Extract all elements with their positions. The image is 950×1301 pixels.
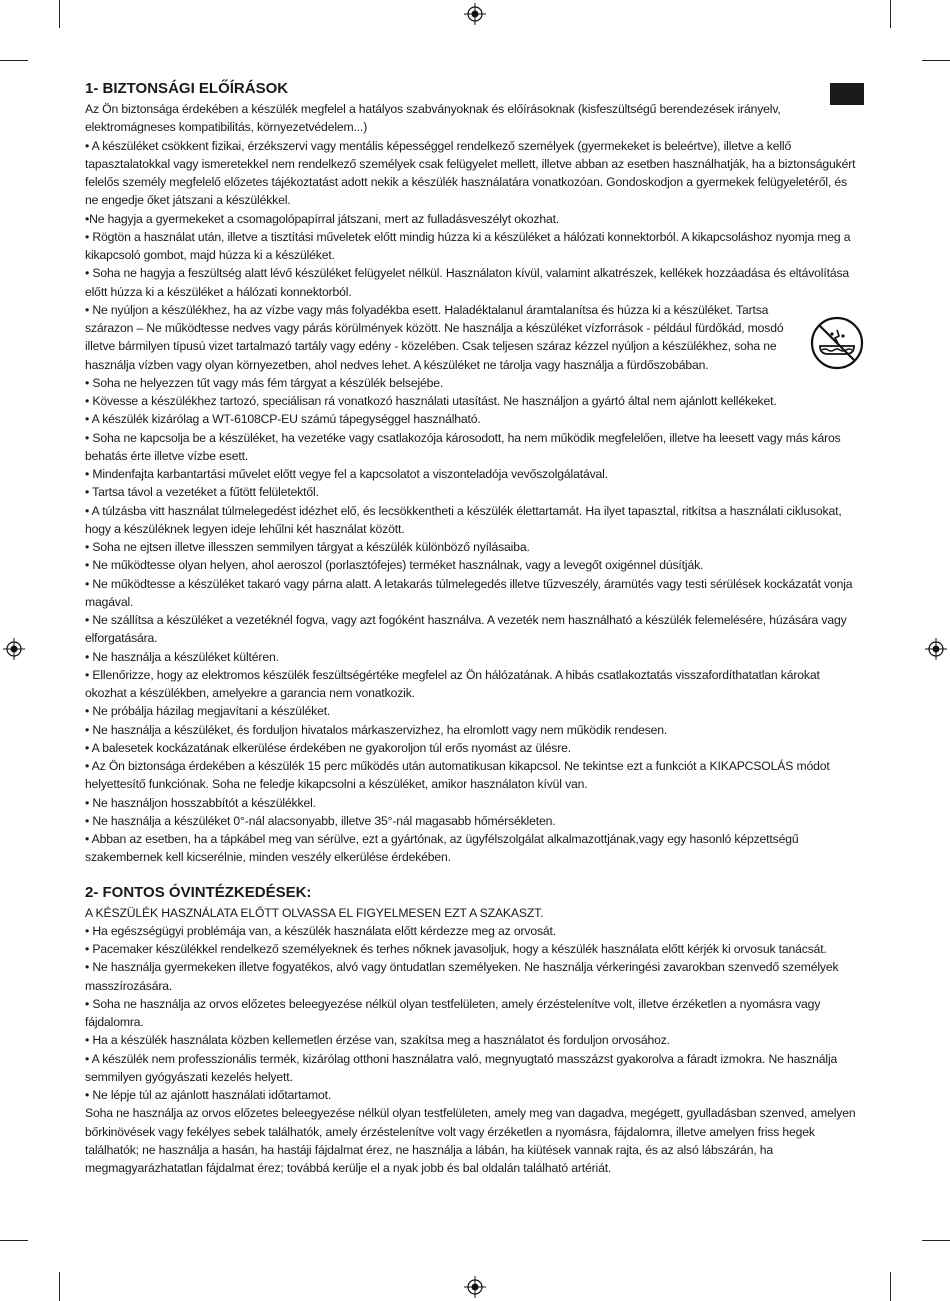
paragraph: • Abban az esetben, ha a tápkábel meg van sérülve, ezt a gyártónak, az ügyfélszolgálat alkalmazottjának,vagy egy hasonló képzettségű szakembernek kell kicserélnie, minden veszély elkerülése érdekében. bbox=[85, 832, 799, 865]
paragraph: • Soha ne kapcsolja be a készüléket, ha vezetéke vagy csatlakozója károsodott, ha nem működik megfelelően, illetve ha leesett vagy más káros behatás érte illetve vízbe esett. bbox=[85, 430, 841, 463]
paragraph: • A túlzásba vitt használat túlmelegedést idézhet elő, és lecsökkentheti a készülék élettartamát. Ha ilyet tapasztal, ritkítsa a használati ciklusokat, hogy a készüléknek legyen ideje lehűlni két használat között. bbox=[85, 503, 842, 536]
paragraph: • Ne használja gyermekeken illetve fogyatékos, alvó vagy öntudatlan személyeken. Ne használja vérkeringési zavarokban szenvedő személyek masszírozására. bbox=[85, 960, 839, 993]
paragraph: • Soha ne helyezzen tűt vagy más fém tárgyat a készülék belsejébe. bbox=[85, 375, 444, 390]
paragraph: • Soha ne ejtsen illetve illesszen semmilyen tárgyat a készülék különböző nyílásaiba. bbox=[85, 540, 530, 554]
registration-mark-icon bbox=[3, 638, 25, 660]
paragraph: • A készülék nem professzionális termék, kizárólag otthoni használatra való, megnyugtató masszázst gyakorolva a fáradt izmokra. Ne használja semmilyen gyógyászati kezelés helyett. bbox=[85, 1051, 838, 1084]
paragraph: • Ne próbálja házilag megjavítani a készüléket. bbox=[85, 704, 331, 719]
crop-mark bbox=[922, 1240, 950, 1241]
paragraph: • Rögtön a használat után, illetve a tisztítási műveletek előtt mindig húzza ki a készüléket a hálózati konnektorból. A kikapcsoláshoz nyomja meg a kikapcsoló gombot, majd húzza ki a készüléket. bbox=[85, 229, 851, 262]
paragraph: • Ne használja a készüléket 0°-nál alacsonyabb, illetve 35°-nál magasabb hőmérsékleten. bbox=[85, 813, 556, 828]
crop-mark bbox=[922, 60, 950, 61]
paragraph: • Pacemaker készülékkel rendelkező személyeknek és terhes nőknek javasoljuk, hogy a készülék használata előtt kérjék ki orvosuk tanácsát. bbox=[85, 942, 827, 956]
paragraph: • Kövesse a készülékhez tartozó, speciálisan rá vonatkozó használati utasítást. Ne használjon a gyártó által nem ajánlott kellékeket. bbox=[85, 394, 777, 408]
paragraph: Soha ne használja az orvos előzetes beleegyezése nélkül olyan testfelületen, amely meg van dagadva, megégett, gyulladásban szenved, amelyen bőrkinövések vagy fekélyes sebek találhatók, amely érzéstelenítve volt vagy érzéketlen a nyomásra, fájdalomra, illetve amelyen friss hegek találhatók; ne használja a hasán, ha hastáji fájdalmat érez, ne használja a lábán, ha kiütések vannak rajta, és az alsó lábszárán, ha megmagyarázhatatlan fájdalmat érez; továbbá kerülje el a nyak jobb és bal oldalán található artériát. bbox=[85, 1106, 856, 1175]
paragraph: • Mindenfajta karbantartási művelet előtt vegye fel a kapcsolatot a viszonteladója vevőszolgálatával. bbox=[85, 467, 608, 481]
crop-mark bbox=[0, 1240, 28, 1241]
crop-mark bbox=[59, 0, 60, 28]
paragraph: • Az Ön biztonsága érdekében a készülék 15 perc működés után automatikusan kikapcsol. Ne tekintse ezt a funkciót a KIKAPCSOLÁS módot helyettesítő funkciónak. Soha ne feledje kikapcsolni a készüléket, amikor használaton kívül van. bbox=[85, 759, 830, 792]
registration-mark-icon bbox=[464, 3, 486, 25]
paragraph: • Ha egészségügyi problémája van, a készülék használata előtt kérdezze meg az orvosát. bbox=[85, 923, 557, 938]
paragraph: Az Ön biztonsága érdekében a készülék megfelel a hatályos szabványoknak és előírásoknak (kisfeszültségű berendezések irányelv, elektromágneses kompatibilitás, környezetvédelem...) bbox=[85, 102, 781, 135]
paragraph: A KÉSZÜLÉK HASZNÁLATA ELŐTT OLVASSA EL FIGYELMESEN EZT A SZAKASZT. bbox=[85, 905, 544, 920]
paragraph: • A készülék kizárólag a WT-6108CP-EU számú tápegységgel használható. bbox=[85, 412, 481, 427]
paragraph: • Ha a készülék használata közben kellemetlen érzése van, szakítsa meg a használatot és forduljon orvosához. bbox=[85, 1033, 670, 1048]
paragraph: • A balesetek kockázatának elkerülése érdekében ne gyakoroljon túl erős nyomást az ülésre. bbox=[85, 740, 572, 755]
crop-mark bbox=[890, 0, 891, 28]
crop-mark bbox=[890, 1272, 891, 1301]
paragraph: •Ne hagyja a gyermekeket a csomagolópapírral játszani, mert az fulladásveszélyt okozhat. bbox=[85, 211, 560, 226]
paragraph: • A készüléket csökkent fizikai, érzékszervi vagy mentális képességgel rendelkező személyek (gyermekeket is beleértve), illetve a kellő tapasztalatokkal vagy ismeretekkel nem rendelkező személyek csak felügyelet mellett, illetve abban az esetben használhatják, ha a biztonságukért felelős személy megfelelő előzetes tájékoztatást adott nekik a készülék használatára vonatkozóan. Gondoskodjon a gyermekek felügyeletéről, és ne engedje őket játszani a készülékkel. bbox=[85, 138, 856, 208]
paragraph: • Ne használja a készüléket, és forduljon hivatalos márkaszervizhez, ha elromlott vagy nem működik rendesen. bbox=[85, 722, 668, 737]
paragraph: • Soha ne használja az orvos előzetes beleegyezése nélkül olyan testfelületen, amely érzéstelenítve volt, illetve érzéketlen a nyomásra vagy fájdalomra. bbox=[85, 996, 821, 1029]
section-heading: 1- BIZTONSÁGI ELŐÍRÁSOK bbox=[85, 80, 289, 97]
paragraph: • Ne működtesse a készüléket takaró vagy párna alatt. A letakarás túlmelegedés illetve tűzveszély, áramütés vagy testi sérülések kockázatát vonja magával. bbox=[85, 576, 853, 609]
paragraph: • Ne lépje túl az ajánlott használati időtartamot. bbox=[85, 1088, 332, 1102]
paragraph: • Ne használjon hosszabbítót a készülékkel. bbox=[85, 795, 316, 810]
registration-mark-icon bbox=[464, 1276, 486, 1298]
paragraph: • Ne szállítsa a készüléket a vezetéknél fogva, vagy azt fogóként használva. A vezeték nem használható a készülék felemelésére, húzására vagy elforgatására. bbox=[85, 613, 847, 646]
paragraph: • Ne használja a készüléket kültéren. bbox=[85, 649, 279, 664]
paragraph: • Ne működtesse olyan helyen, ahol aeroszol (porlasztófejes) terméket használnak, vagy a levegőt oxigénnel dúsítják. bbox=[85, 558, 704, 573]
paragraph: • Soha ne hagyja a feszültség alatt lévő készüléket felügyelet nélkül. Használaton kívül, valamint alkatrészek, kellékek hozzáadása és eltávolítása előtt húzza ki a készüléket a hálózati konnektorból. bbox=[85, 266, 850, 299]
paragraph: • Ellenőrizze, hogy az elektromos készülék feszültségértéke megfelel az Ön hálózatának. A hibás csatlakoztatás visszafordíthatatlan károkat okozhat a készülékben, amelyekre a garancia nem vonatkozik. bbox=[85, 667, 820, 700]
registration-mark-icon bbox=[925, 638, 947, 660]
crop-mark bbox=[59, 1272, 60, 1301]
manual-content bbox=[85, 80, 858, 1177]
paragraph: • Ne nyúljon a készülékhez, ha az vízbe vagy más folyadékba esett. Haladéktalanul áramtalanítsa és húzza ki a készüléket. Tartsa szárazon – Ne működtesse nedves vagy párás körülmények között. Ne használja a készüléket vízforrások - például fürdőkád, mosdó illetve bármilyen típusú vizet tartalmazó tartály vagy edény - közelében. Csak teljesen száraz kézzel nyúljon a készülékhez, soha ne használja vízben vagy olyan környezetben, ahol nedves lehet. A készüléket ne tárolja vagy használja a fürdőszobában. bbox=[85, 302, 784, 372]
section-heading: 2- FONTOS ÓVINTÉZKEDÉSEK: bbox=[85, 883, 312, 901]
paragraph: • Tartsa távol a vezetéket a fűtött felületektől. bbox=[85, 485, 319, 500]
crop-mark bbox=[0, 60, 28, 61]
